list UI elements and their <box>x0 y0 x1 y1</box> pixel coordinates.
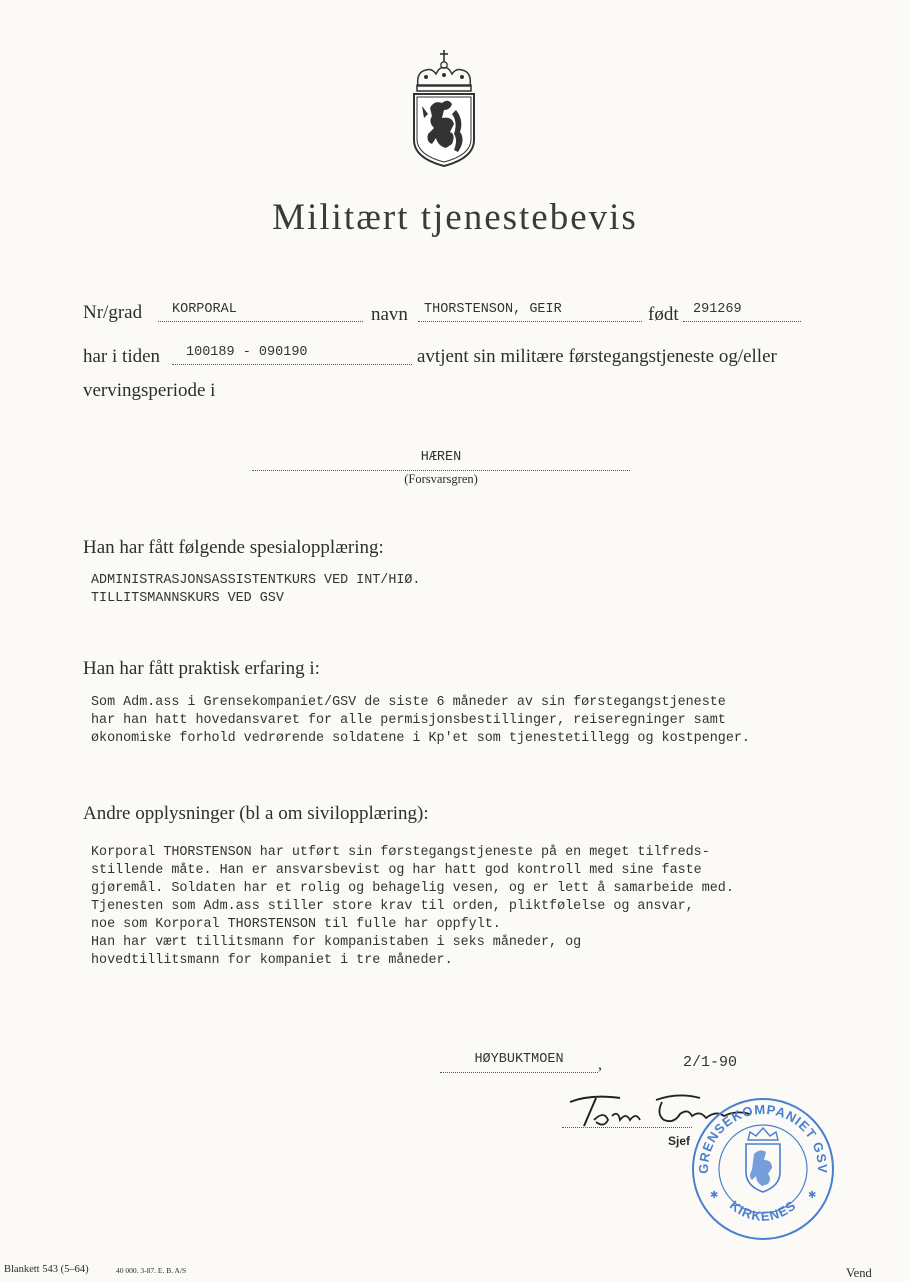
signing-place-comma: , <box>598 1056 602 1073</box>
blankett-number: Blankett 543 (5–64) <box>4 1264 89 1275</box>
stamp-bottom-text: KIRKENES <box>726 1197 800 1224</box>
other-info-line-3: gjøremål. Soldaten har et rolig og behagelig vesen, og er lett å samarbeide med. <box>91 881 734 896</box>
other-info-line-4: Tjenesten som Adm.ass stiller store krav til orden, pliktfølelse og ansvar, <box>91 899 694 914</box>
signing-place-field: HØYBUKTMOEN <box>440 1052 598 1073</box>
document-title: Militært tjenestebevis <box>272 197 638 238</box>
practical-experience-heading: Han har fått praktisk erfaring i: <box>83 658 320 679</box>
other-info-line-2: stillende måte. Han er ansvarsbevist og har hatt god kontroll med sine faste <box>91 863 702 878</box>
period-field: 100189 - 090190 <box>172 345 412 365</box>
other-info-line-6: Han har vært tillitsmann for kompanistaben i seks måneder, og <box>91 935 582 950</box>
branch-field: HÆREN <box>252 450 630 471</box>
other-info-heading: Andre opplysninger (bl a om sivilopplæring): <box>83 803 429 824</box>
nr-grad-label: Nr/grad <box>83 302 143 323</box>
other-info-line-1: Korporal THORSTENSON har utført sin førstegangstjeneste på en meget tilfreds- <box>91 845 710 860</box>
navn-field: THORSTENSON, GEIR <box>418 302 642 322</box>
vend-label: Vend <box>846 1266 872 1280</box>
experience-line-3: økonomiske forhold vedrørende soldatene i Kp'et som tjenestetillegg og kostpenger. <box>91 731 750 746</box>
special-training-line-1: ADMINISTRASJONSASSISTENTKURS VED INT/HIØ. <box>91 573 421 588</box>
nr-grad-field: KORPORAL <box>158 302 363 322</box>
signature-line <box>562 1127 692 1128</box>
experience-line-1: Som Adm.ass i Grensekompaniet/GSV de siste 6 måneder av sin førstegangstjeneste <box>91 695 726 710</box>
signing-date: 2/1-90 <box>683 1054 738 1071</box>
branch-caption: (Forsvarsgren) <box>404 472 478 486</box>
sjef-label: Sjef <box>668 1134 691 1148</box>
special-training-heading: Han har fått følgende spesialopplæring: <box>83 537 384 558</box>
navn-label: navn <box>371 304 408 325</box>
coat-of-arms-emblem <box>408 48 480 170</box>
other-info-line-7: hovedtillitsmann for kompaniet i tre måneder. <box>91 953 453 968</box>
fodt-label: født <box>648 304 679 325</box>
experience-line-2: har han hatt hovedansvaret for alle permisjonsbestillinger, reiseregninger samt <box>91 713 726 728</box>
svg-text:✱: ✱ <box>710 1190 719 1201</box>
company-stamp <box>688 1094 838 1244</box>
svg-text:✱: ✱ <box>808 1190 817 1201</box>
service-text: avtjent sin militære førstegangstjeneste og/eller <box>417 346 777 367</box>
other-info-line-5: noe som Korporal THORSTENSON til fulle har oppfylt. <box>91 917 501 932</box>
special-training-line-2: TILLITSMANNSKURS VED GSV <box>91 591 284 606</box>
har-i-tiden-label: har i tiden <box>83 346 161 367</box>
verving-text: vervingsperiode i <box>83 380 216 401</box>
stamp-top-text: GRENSEKOMPANIET GSV <box>695 1101 831 1174</box>
fodt-field: 291269 <box>683 302 801 322</box>
print-info: 40 000. 3-87. E. B. A/S <box>116 1266 187 1275</box>
